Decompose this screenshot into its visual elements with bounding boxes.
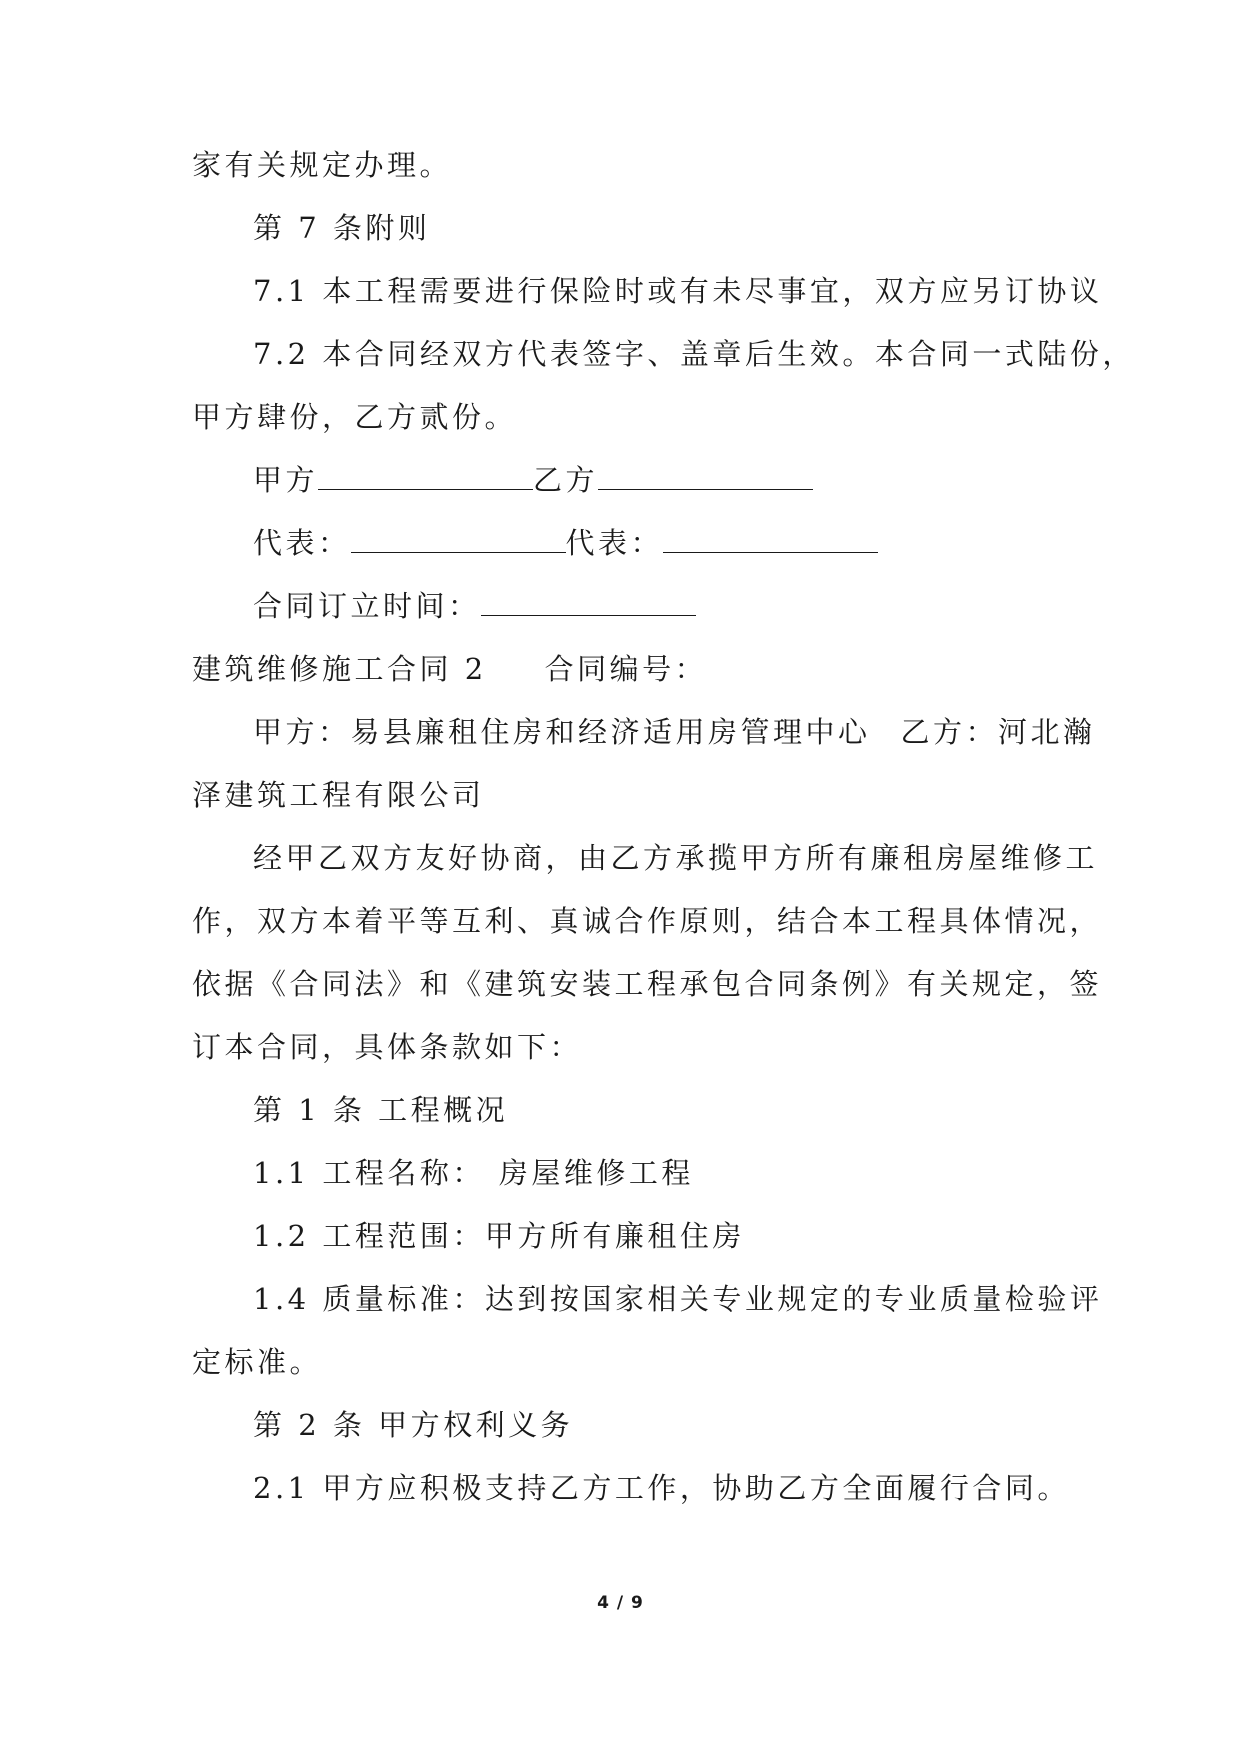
paragraph-line: 作，双方本着平等互利、真诚合作原则，结合本工程具体情况， [192, 904, 1103, 938]
paragraph-line: 家有关规定办理。 [192, 148, 453, 182]
signing-date-label: 合同订立时间： [253, 589, 481, 623]
party-b-label: 乙方 [533, 463, 599, 497]
paragraph-line: 1.2 工程范围：甲方所有廉租住房 [253, 1219, 745, 1253]
paragraph-line: 2.1 甲方应积极支持乙方工作，协助乙方全面履行合同。 [253, 1471, 1070, 1505]
paragraph-line: 泽建筑工程有限公司 [192, 778, 485, 812]
signature-blank [318, 463, 533, 490]
signing-date-row [253, 586, 696, 626]
paragraph-line: 7.1 本工程需要进行保险时或有未尽事宜，双方应另订协议 [253, 274, 1103, 308]
signature-blank [481, 589, 696, 616]
paragraph-line: 经甲乙双方友好协商，由乙方承揽甲方所有廉租房屋维修工 [253, 841, 1099, 875]
paragraph-line: 订本合同，具体条款如下： [192, 1030, 583, 1064]
signature-blank [663, 526, 878, 553]
paragraph-line: 7.2 本合同经双方代表签字、盖章后生效。本合同一式陆份， [253, 337, 1135, 371]
representative-b-label: 代表： [565, 526, 664, 560]
signature-row-parties [253, 460, 813, 500]
paragraph-line: 甲方肆份，乙方贰份。 [192, 400, 518, 434]
project-name-label: 1.1 工程名称： [253, 1156, 485, 1190]
article-2-heading: 第 2 条 甲方权利义务 [253, 1408, 574, 1442]
page-number: 4 / 9 [597, 1593, 644, 1613]
contract-title: 建筑维修施工合同 2 [192, 652, 487, 686]
signature-blank [598, 463, 813, 490]
article-1-heading: 第 1 条 工程概况 [253, 1093, 509, 1127]
parties-row [253, 712, 1096, 752]
contract-number-label: 合同编号： [544, 652, 708, 686]
article-7-heading: 第 7 条附则 [253, 211, 431, 245]
paragraph-line: 定标准。 [192, 1345, 323, 1379]
project-name-value: 房屋维修工程 [498, 1156, 694, 1190]
project-name-row [253, 1153, 694, 1193]
party-a-label: 甲方 [253, 463, 319, 497]
representative-a-label: 代表： [253, 526, 351, 560]
party-b-name: 乙方：河北瀚 [900, 715, 1096, 749]
contract-title-row [192, 649, 707, 689]
party-a-name: 甲方：易县廉租住房和经济适用房管理中心 [253, 715, 871, 749]
paragraph-line: 1.4 质量标准：达到按国家相关专业规定的专业质量检验评 [253, 1282, 1103, 1316]
signature-row-representatives [253, 523, 878, 563]
paragraph-line: 依据《合同法》和《建筑安装工程承包合同条例》有关规定，签 [192, 967, 1103, 1001]
signature-blank [351, 526, 566, 553]
